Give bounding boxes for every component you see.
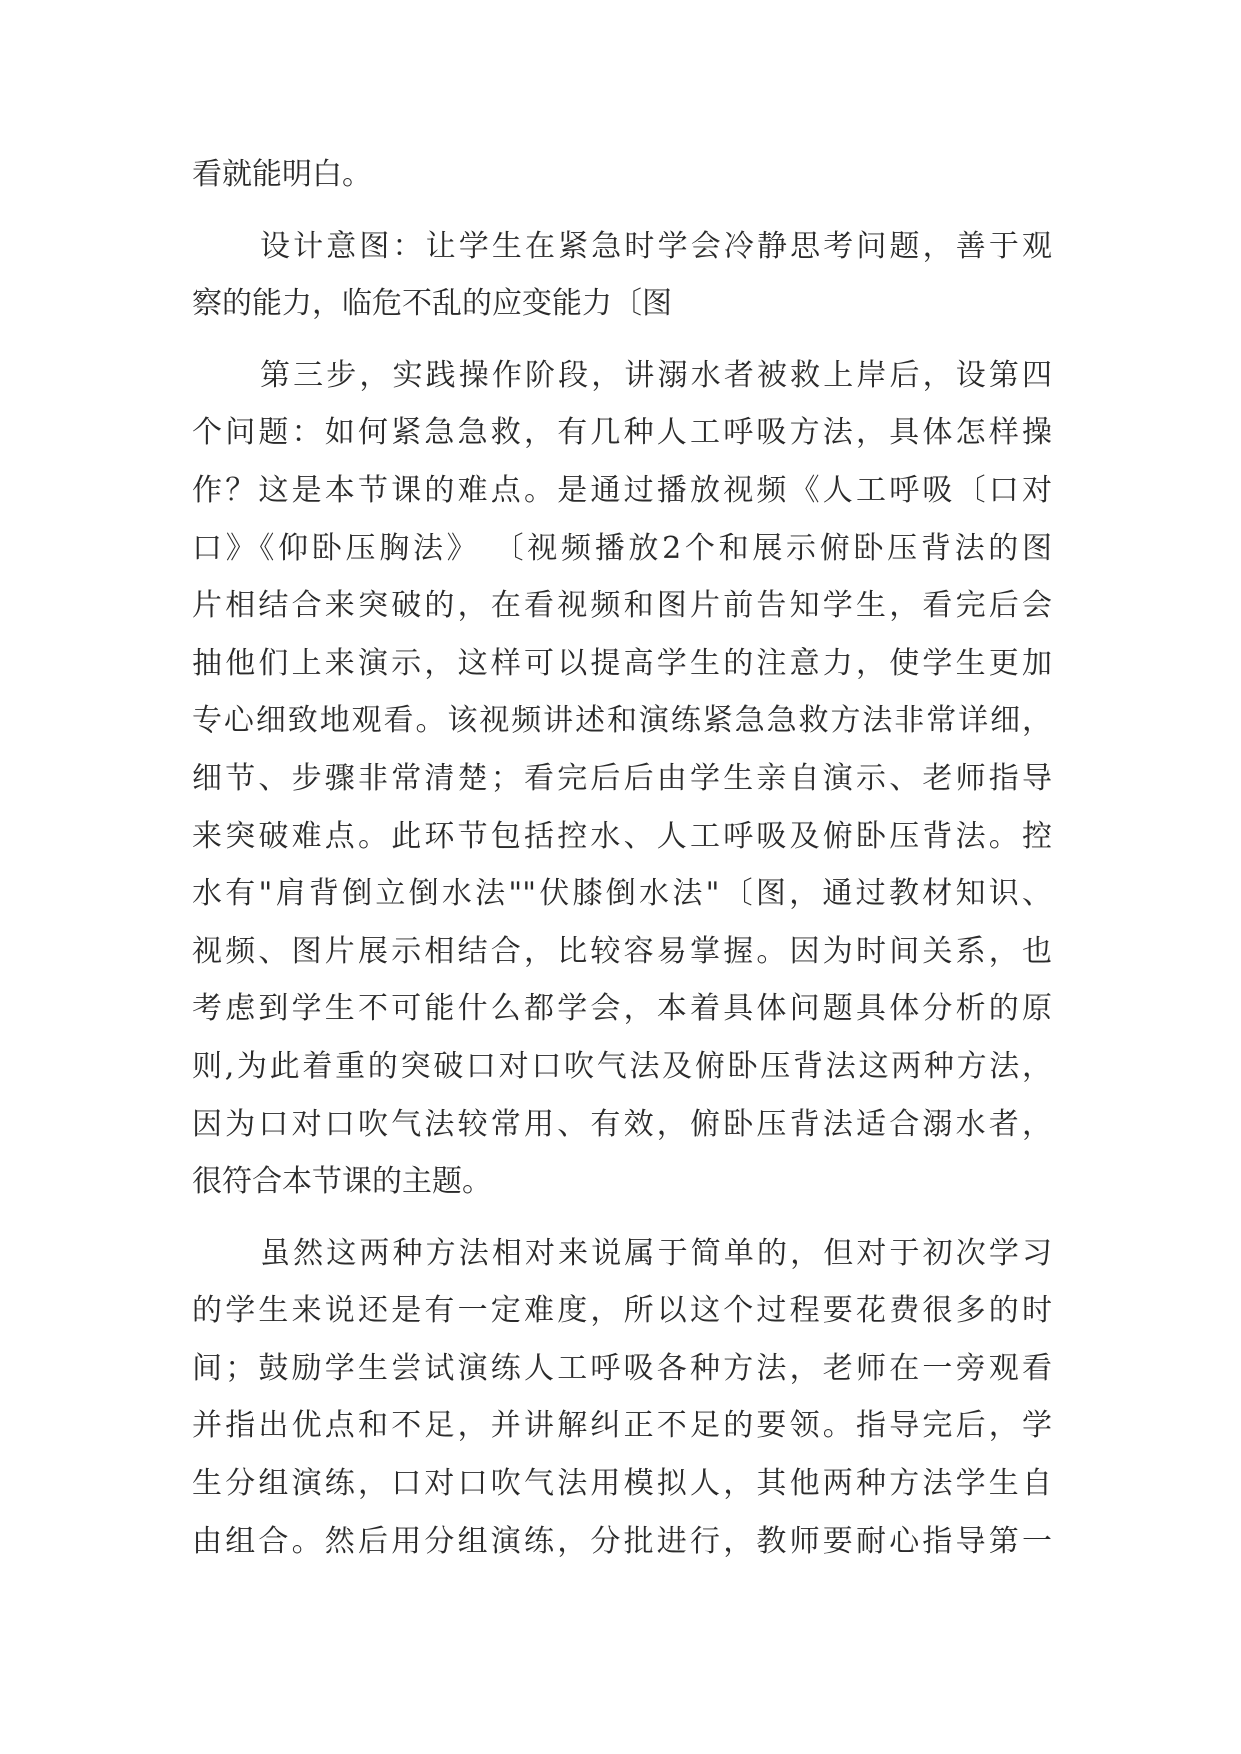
- text-line: 因为口对口吹气法较常用、有效，俯卧压背法适合溺水者，: [192, 1106, 1052, 1142]
- text-line: 察的能力，临危不乱的应变能力〔图: [192, 286, 672, 322]
- text-line: 的学生来说还是有一定难度，所以这个过程要花费很多的时: [192, 1293, 1052, 1329]
- text-line: 抽他们上来演示，这样可以提高学生的注意力，使学生更加: [192, 645, 1052, 681]
- text-line: 由组合。然后用分组演练，分批进行，教师要耐心指导第一: [192, 1523, 1052, 1559]
- text-line: 片相结合来突破的，在看视频和图片前告知学生，看完后会: [192, 588, 1052, 624]
- text-line: 则,为此着重的突破口对口吹气法及俯卧压背法这两种方法，: [192, 1048, 1052, 1084]
- text-line: 很符合本节课的主题。: [192, 1164, 492, 1200]
- text-line: 细节、步骤非常清楚；看完后后由学生亲自演示、老师指导: [192, 760, 1052, 796]
- text-line: 虽然这两种方法相对来说属于简单的，但对于初次学习: [260, 1235, 1052, 1271]
- text-line: 考虑到学生不可能什么都学会，本着具体问题具体分析的原: [192, 991, 1052, 1027]
- text-line: 个问题：如何紧急急救，有几种人工呼吸方法，具体怎样操: [192, 415, 1052, 451]
- paragraph: [192, 146, 1052, 204]
- paragraph: [192, 218, 1052, 333]
- text-line: 专心细致地观看。该视频讲述和演练紧急急救方法非常详细，: [192, 703, 1052, 739]
- text-line: 生分组演练，口对口吹气法用模拟人，其他两种方法学生自: [192, 1466, 1052, 1502]
- paragraph: [192, 1225, 1052, 1571]
- text-line: 间；鼓励学生尝试演练人工呼吸各种方法，老师在一旁观看: [192, 1350, 1052, 1386]
- text-line: 设计意图：让学生在紧急时学会冷静思考问题，善于观: [260, 228, 1052, 264]
- paragraph: [192, 347, 1052, 1211]
- text-line: 视频、图片展示相结合，比较容易掌握。因为时间关系，也: [192, 933, 1052, 969]
- text-line: 看就能明白。: [192, 157, 372, 192]
- document-page: [192, 146, 1052, 1570]
- text-line: 来突破难点。此环节包括控水、人工呼吸及俯卧压背法。控: [192, 818, 1052, 854]
- text-line: 并指出优点和不足，并讲解纠正不足的要领。指导完后，学: [192, 1408, 1052, 1444]
- text-line: 口》《仰卧压胸法》 〔视频播放2个和展示俯卧压背法的图: [192, 530, 1052, 566]
- text-line: 作？这是本节课的难点。是通过播放视频《人工呼吸〔口对: [192, 472, 1052, 508]
- text-line: 水有"肩背倒立倒水法""伏膝倒水法"〔图，通过教材知识、: [192, 876, 1052, 912]
- text-line: 第三步，实践操作阶段，讲溺水者被救上岸后，设第四: [260, 357, 1052, 393]
